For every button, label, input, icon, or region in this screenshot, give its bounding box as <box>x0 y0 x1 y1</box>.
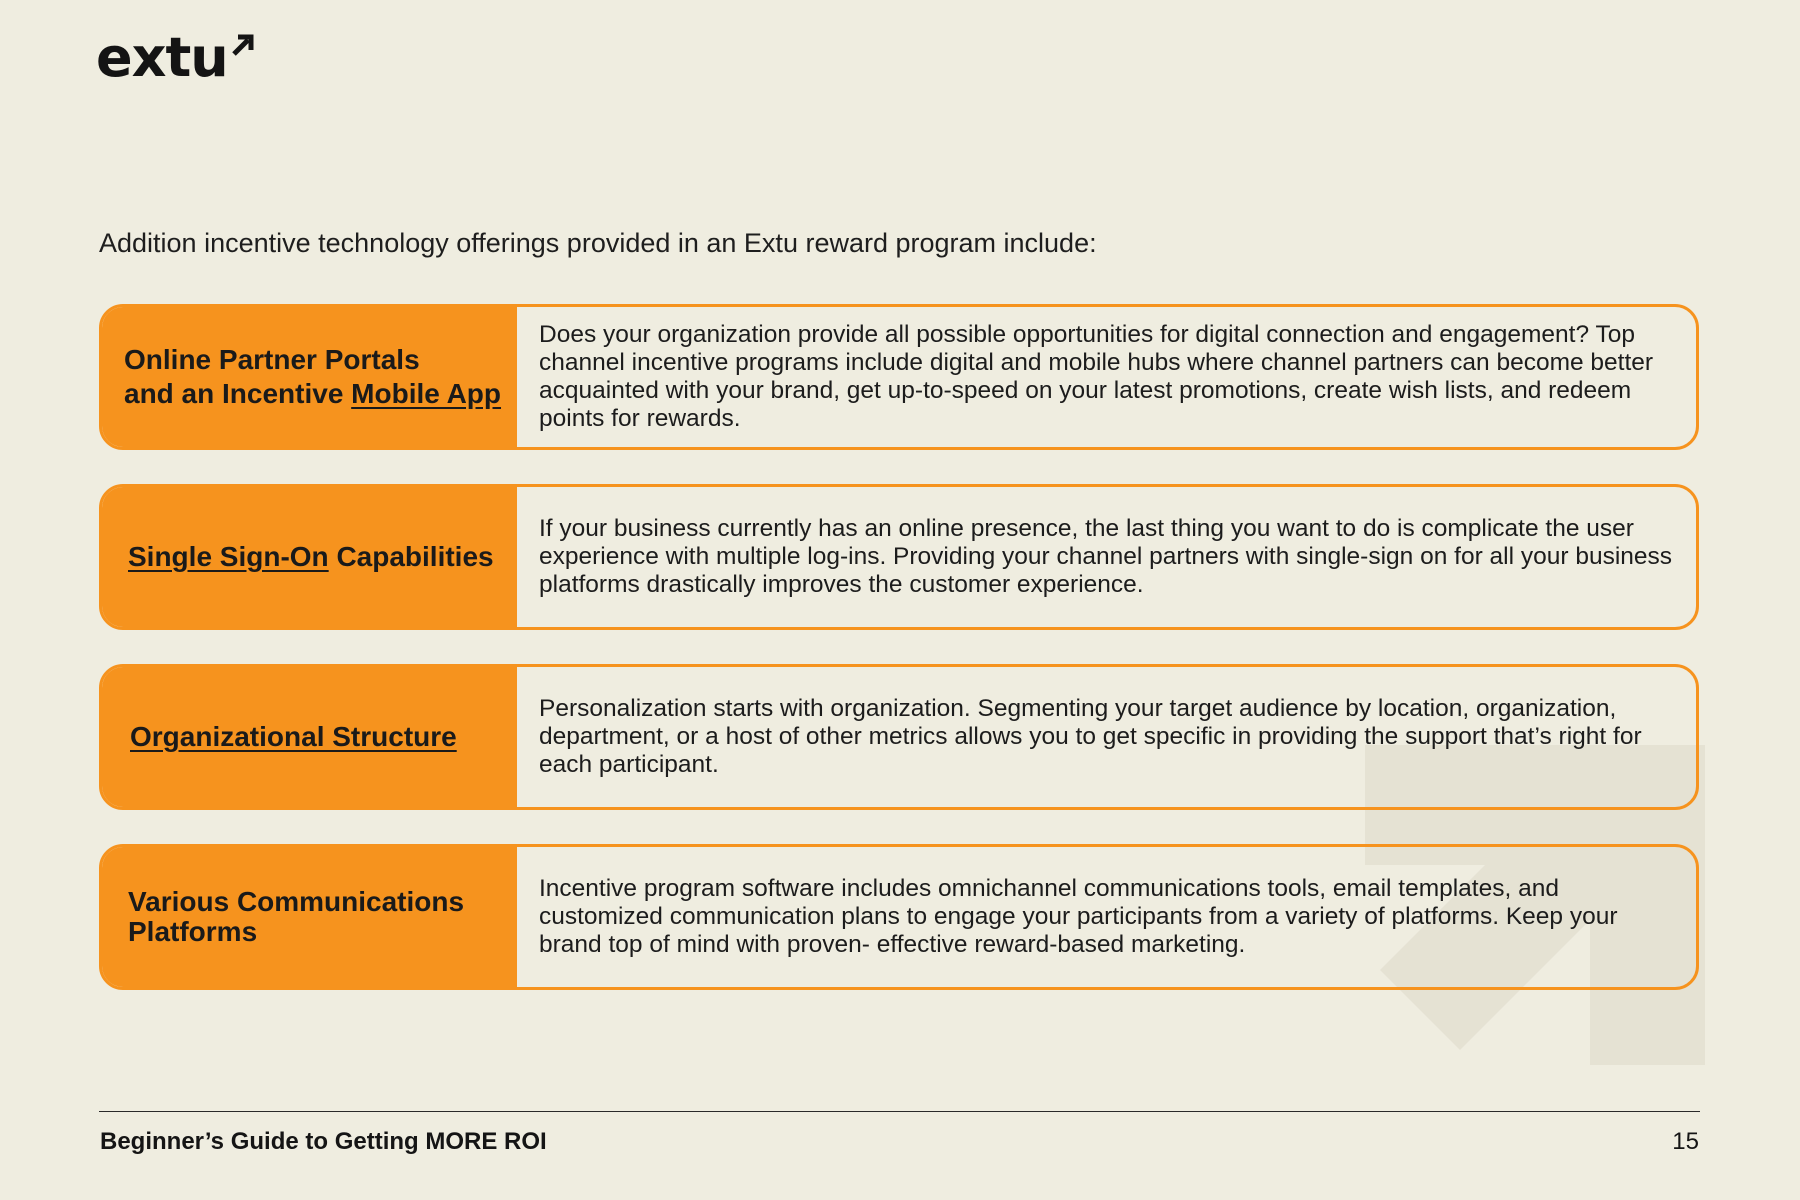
offering-card-organizational-structure <box>99 664 1699 810</box>
organizational-structure-link[interactable]: Organizational Structure <box>130 721 457 752</box>
arrow-up-right-icon <box>230 34 254 58</box>
label-suffix: Capabilities <box>328 541 494 572</box>
mobile-app-link[interactable]: Mobile App <box>351 378 502 409</box>
footer-divider <box>99 1111 1700 1112</box>
offering-description: Incentive program software includes omnichannel communications tools, email templates, and customized communication plans to engage your participants from a variety of platforms. Keep your brand top of mind with proven- effective reward-based marketing. <box>539 875 1618 958</box>
offering-card-single-sign-on <box>99 484 1699 630</box>
intro-text: Addition incentive technology offerings provided in an Extu reward program include: <box>99 228 1097 258</box>
offering-label: Various Communications Platforms <box>102 847 517 987</box>
extu-logo <box>96 26 254 89</box>
logo-wordmark: extu <box>96 26 228 89</box>
offering-label <box>102 307 517 447</box>
label-line-2-prefix: and an Incentive <box>124 378 352 409</box>
offering-card-partner-portals <box>99 304 1699 450</box>
offering-label <box>102 667 517 807</box>
offering-label <box>102 487 517 627</box>
label-line-1: Online Partner Portals <box>124 344 420 375</box>
offering-description: Personalization starts with organization. Segmenting your target audience by location, organization, department, or a host of other metrics allows you to get specific in providing the support that’s right for each participant. <box>539 695 1642 778</box>
offering-card-communications <box>99 844 1699 990</box>
single-sign-on-link[interactable]: Single Sign-On <box>128 541 329 572</box>
offering-description: Does your organization provide all possible opportunities for digital connection and engagement? Top channel incentive programs include digital and mobile hubs where channel partners can become better acquainted with your brand, get up-to-speed on your latest promotions, create wish lists, and redeem points for rewards. <box>539 321 1654 432</box>
page-number: 15 <box>1672 1128 1699 1155</box>
offering-description: If your business currently has an online presence, the last thing you want to do is complicate the user experience with multiple log-ins. Providing your channel partners with single-sign on for all your business platforms drastically improves the customer experience. <box>539 515 1673 598</box>
footer-title: Beginner’s Guide to Getting MORE ROI <box>100 1128 547 1155</box>
